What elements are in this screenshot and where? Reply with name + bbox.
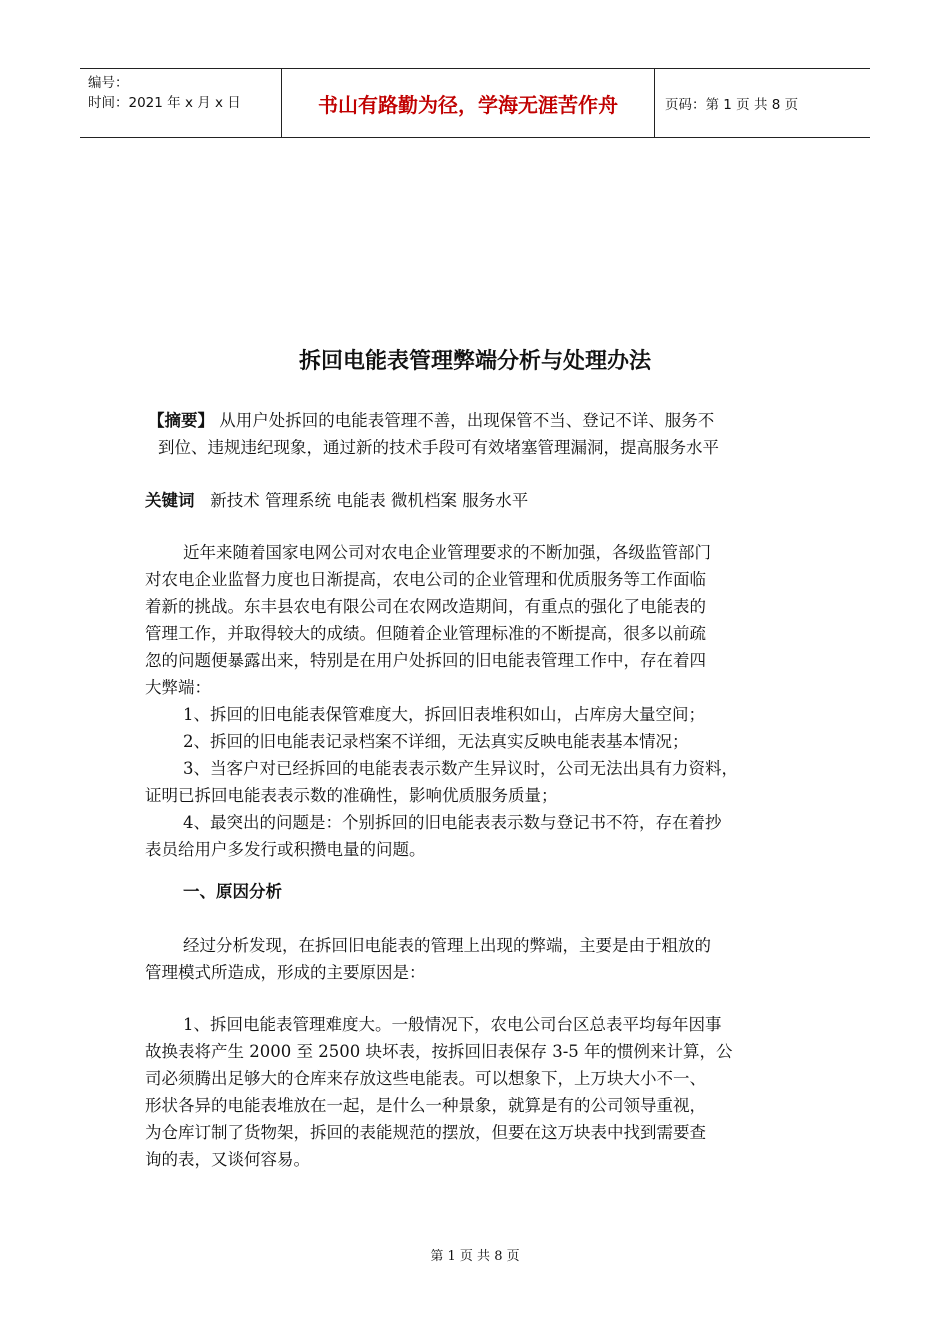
reason-line: 形状各异的电能表堆放在一起，是什么一种景象，就算是有的公司领导重视， (145, 1096, 706, 1115)
page-title: 拆回电能表管理弊端分析与处理办法 (298, 349, 651, 374)
section-paragraph-line: 经过分析发现，在拆回旧电能表的管理上出现的弊端，主要是由于粗放的 (183, 936, 711, 955)
header-page-code: 页码：第 1 页 共 8 页 (665, 97, 799, 113)
intro-line: 管理工作，并取得较大的成绩。但随着企业管理标准的不断提高，很多以前疏 (145, 624, 706, 643)
reason-line: 1、拆回电能表管理难度大。一般情况下，农电公司台区总表平均每年因事 (183, 1015, 722, 1034)
intro-list-item: 2、拆回的旧电能表记录档案不详细，无法真实反映电能表基本情况； (183, 732, 689, 751)
reason-line: 询的表，又谈何容易。 (145, 1150, 310, 1169)
header-motto: 书山有路勤为径，学海无涯苦作舟 (281, 69, 655, 137)
intro-line: 大弊端： (145, 678, 211, 697)
keywords-text: 新技术 管理系统 电能表 微机档案 服务水平 (210, 491, 529, 510)
keywords-label: 关键词 (145, 491, 195, 510)
intro-list-item: 4、最突出的问题是：个别拆回的旧电能表表示数与登记书不符，存在着抄 (183, 813, 722, 832)
section-paragraph-line: 管理模式所造成，形成的主要原因是： (145, 963, 426, 982)
abstract-line-1 (148, 409, 714, 433)
intro-line: 忽的问题便暴露出来，特别是在用户处拆回的旧电能表管理工作中，存在着四 (145, 651, 706, 670)
section-heading: 一、原因分析 (183, 882, 282, 901)
abstract-label: 【摘要】 (148, 411, 214, 430)
reason-line: 故换表将产生 2000 至 2500 块坏表，按拆回旧表保存 3-5 年的惯例来计算，公 (145, 1042, 733, 1061)
abstract-text-1: 从用户处拆回的电能表管理不善，出现保管不当、登记不详、服务不 (219, 411, 715, 430)
intro-list-item: 表员给用户多发行或积攒电量的问题。 (145, 840, 426, 859)
abstract-line-2: 到位、违规违纪现象，通过新的技术手段可有效堵塞管理漏洞，提高服务水平 (158, 438, 719, 457)
intro-line: 着新的挑战。东丰县农电有限公司在农网改造期间，有重点的强化了电能表的 (145, 597, 706, 616)
reason-line: 司必须腾出足够大的仓库来存放这些电能表。可以想象下，上万块大小不一、 (145, 1069, 706, 1088)
reason-line: 为仓库订制了货物架，拆回的表能规范的摆放，但要在这万块表中找到需要查 (145, 1123, 706, 1142)
header-meta (80, 69, 281, 137)
intro-list-item: 1、拆回的旧电能表保管难度大，拆回旧表堆积如山，占库房大量空间； (183, 705, 705, 724)
intro-list-item: 证明已拆回电能表表示数的准确性，影响优质服务质量； (145, 786, 558, 805)
intro-line: 对农电企业监督力度也日渐提高，农电公司的企业管理和优质服务等工作面临 (145, 570, 706, 589)
intro-line: 近年来随着国家电网公司对农电企业管理要求的不断加强，各级监管部门 (183, 543, 711, 562)
keywords (145, 489, 528, 513)
number-label: 编号： (88, 75, 129, 91)
page-footer: 第 1 页 共 8 页 (430, 1249, 520, 1264)
date-label: 时间：2021 年 x 月 x 日 (88, 95, 241, 111)
page-header (80, 68, 870, 138)
intro-list-item: 3、当客户对已经拆回的电能表表示数产生异议时，公司无法出具有力资料， (183, 759, 738, 778)
